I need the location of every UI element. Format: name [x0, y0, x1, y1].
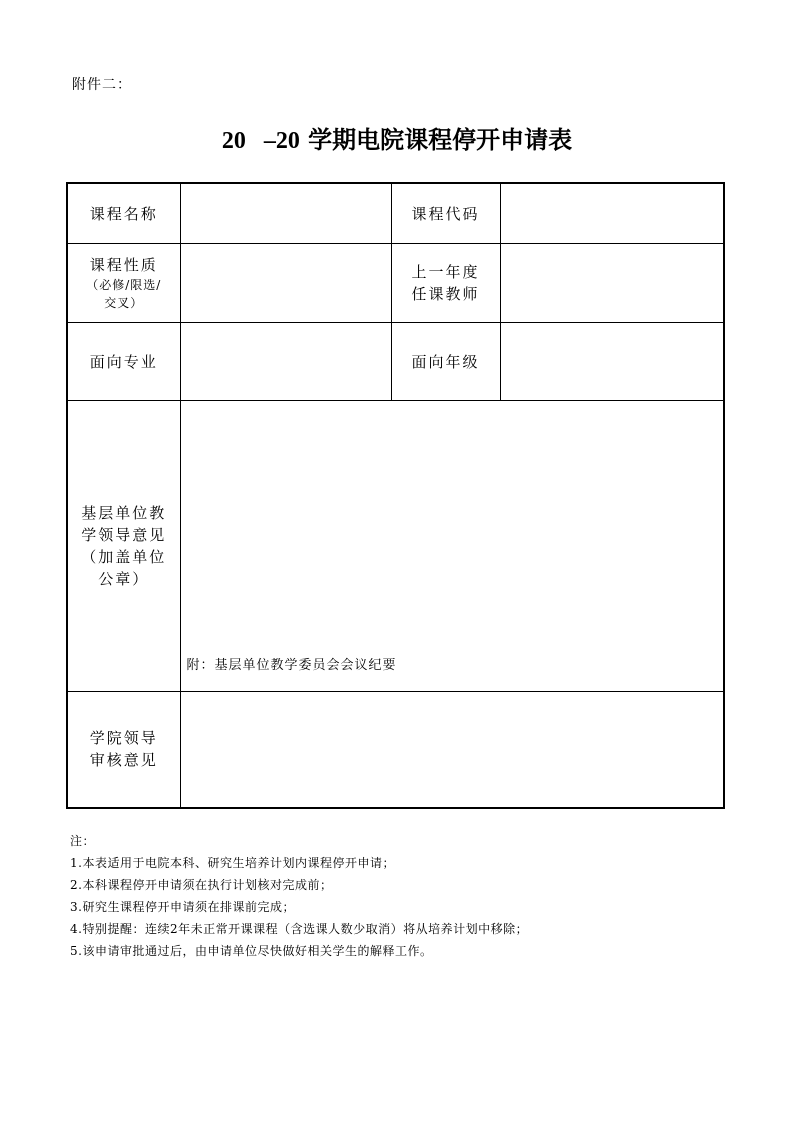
application-form-table — [66, 182, 725, 809]
attachment-label: 附件二： — [72, 77, 132, 93]
course-nature-sub-2: 交叉） — [104, 295, 144, 310]
row-course-nature — [67, 243, 724, 322]
note-item-2: 2.本科课程停开申请须在执行计划核对完成前； — [70, 878, 333, 892]
course-nature-field[interactable] — [180, 243, 391, 322]
notes-heading: 注： — [70, 834, 96, 848]
grade-field[interactable] — [500, 322, 724, 400]
note-item-5: 5.该申请审批通过后，由申请单位尽快做好相关学生的解释工作。 — [70, 944, 433, 958]
note-item-1: 1.本表适用于电院本科、研究生培养计划内课程停开申请； — [70, 856, 395, 870]
college-opinion-label-1: 学院领导 — [89, 729, 158, 748]
note-item-3: 3.研究生课程停开申请须在排课前完成； — [70, 900, 295, 914]
last-year-teacher-label-2: 任课教师 — [411, 284, 480, 303]
course-code-label: 课程代码 — [391, 183, 500, 243]
unit-opinion-label-2: 学领导意见 — [81, 525, 167, 544]
course-name-label: 课程名称 — [67, 183, 180, 243]
unit-opinion-label-cell — [67, 400, 180, 691]
row-major — [67, 322, 724, 400]
major-label: 面向专业 — [67, 322, 180, 400]
course-code-field[interactable] — [500, 183, 724, 243]
unit-opinion-label-4: 公章） — [98, 569, 150, 588]
college-opinion-label-2: 审核意见 — [89, 751, 158, 770]
unit-opinion-field[interactable] — [180, 400, 724, 691]
college-opinion-field[interactable] — [180, 691, 724, 808]
row-college-opinion — [67, 691, 724, 808]
title-year-end: –20 — [263, 128, 300, 154]
row-course-name — [67, 183, 724, 243]
row-unit-opinion — [67, 400, 724, 691]
grade-label: 面向年级 — [391, 322, 500, 400]
course-name-field[interactable] — [180, 183, 391, 243]
major-field[interactable] — [180, 322, 391, 400]
title-text: 学期电院课程停开申请表 — [308, 126, 573, 154]
course-nature-label: 课程性质 — [89, 255, 158, 274]
title-year-start: 20 — [221, 128, 246, 154]
unit-opinion-label-1: 基层单位教 — [81, 503, 167, 522]
course-nature-sub-1: （必修/限选/ — [86, 277, 162, 292]
course-nature-label-cell — [67, 243, 180, 322]
notes-section — [70, 830, 528, 962]
unit-opinion-label-3: （加盖单位 — [81, 547, 167, 566]
note-item-4: 4.特别提醒：连续2年未正常开课课程（含选课人数少取消）将从培养计划中移除； — [70, 922, 529, 936]
last-year-teacher-label-1: 上一年度 — [411, 262, 480, 281]
last-year-teacher-field[interactable] — [500, 243, 724, 322]
last-year-teacher-label-cell — [391, 243, 500, 322]
unit-opinion-attachment-note: 附：基层单位教学委员会会议纪要 — [186, 657, 397, 673]
page-title — [0, 120, 794, 155]
college-opinion-label-cell — [67, 691, 180, 808]
